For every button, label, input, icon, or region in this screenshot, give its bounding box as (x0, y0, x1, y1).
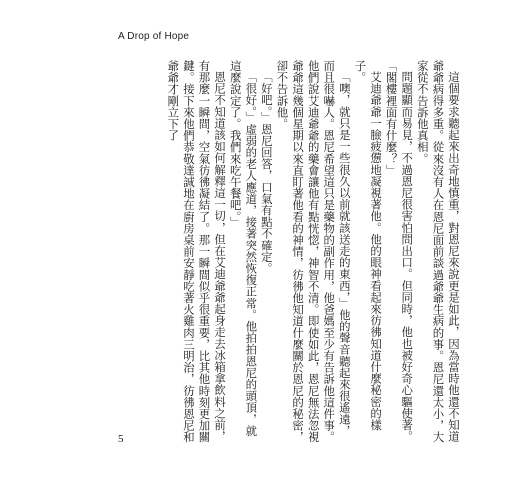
paragraph: 這個要求聽起來出奇地慎重，對恩尼來說更是如此，因為當時他還不知道爺爺病得多重。從來沒有人在恩尼面前談過爺爺生病的事。恩尼還太小，大家從不告訴他真相。 (415, 60, 461, 443)
running-header: A Drop of Hope (118, 31, 190, 42)
paragraph: 問題顯而易見，不過恩尼很害怕問出口。但同時，他也被好奇心驅使著。「閣樓裡面有什麼？」 (384, 60, 415, 443)
paragraph: 「好吧。」恩尼回答，口氣有點不確定。 (259, 71, 274, 275)
paragraph: 「很好。」虛弱的老人應道，接著突然恢復正常。他拍拍恩尼的頭頂，就這麼說定了。我們來吃午餐吧。」 (228, 60, 259, 437)
page-number: 5 (118, 433, 124, 445)
paragraph: 艾迪爺爺一臉疲憊地凝視著他。他的眼神看起來彷彿知道什麼秘密的樣子。 (353, 60, 384, 431)
paragraph: 恩尼不知道該如何解釋這一切，但在艾迪爺爺起身走去冰箱拿飲料之前，有那麼一瞬間，空氣彷彿凝結了。那一瞬間似乎很重要，比其他時刻更加關鍵。接下來他們恭敬達誠地在廚房桌前安靜吃著火雞肉三明治，彷彿恩尼和爺爺才剛立下了 (166, 60, 228, 443)
paragraph: 「噢，就只是一些很久以前就該送走的東西，」他的聲音聽起來很遙遠，而且很嚇人。恩尼希望這只是藥物的副作用，他爸媽至少有告訴他這件事。他們說艾迪爺爺的藥會讓他有點恍惚，神智不清。即使如此，恩尼無法忽視爺爺這幾個星期以來直盯著他看的神情，彷彿他知道什麼關於恩尼的秘密，卻不告訴他。 (275, 60, 352, 443)
body-text (116, 60, 461, 443)
